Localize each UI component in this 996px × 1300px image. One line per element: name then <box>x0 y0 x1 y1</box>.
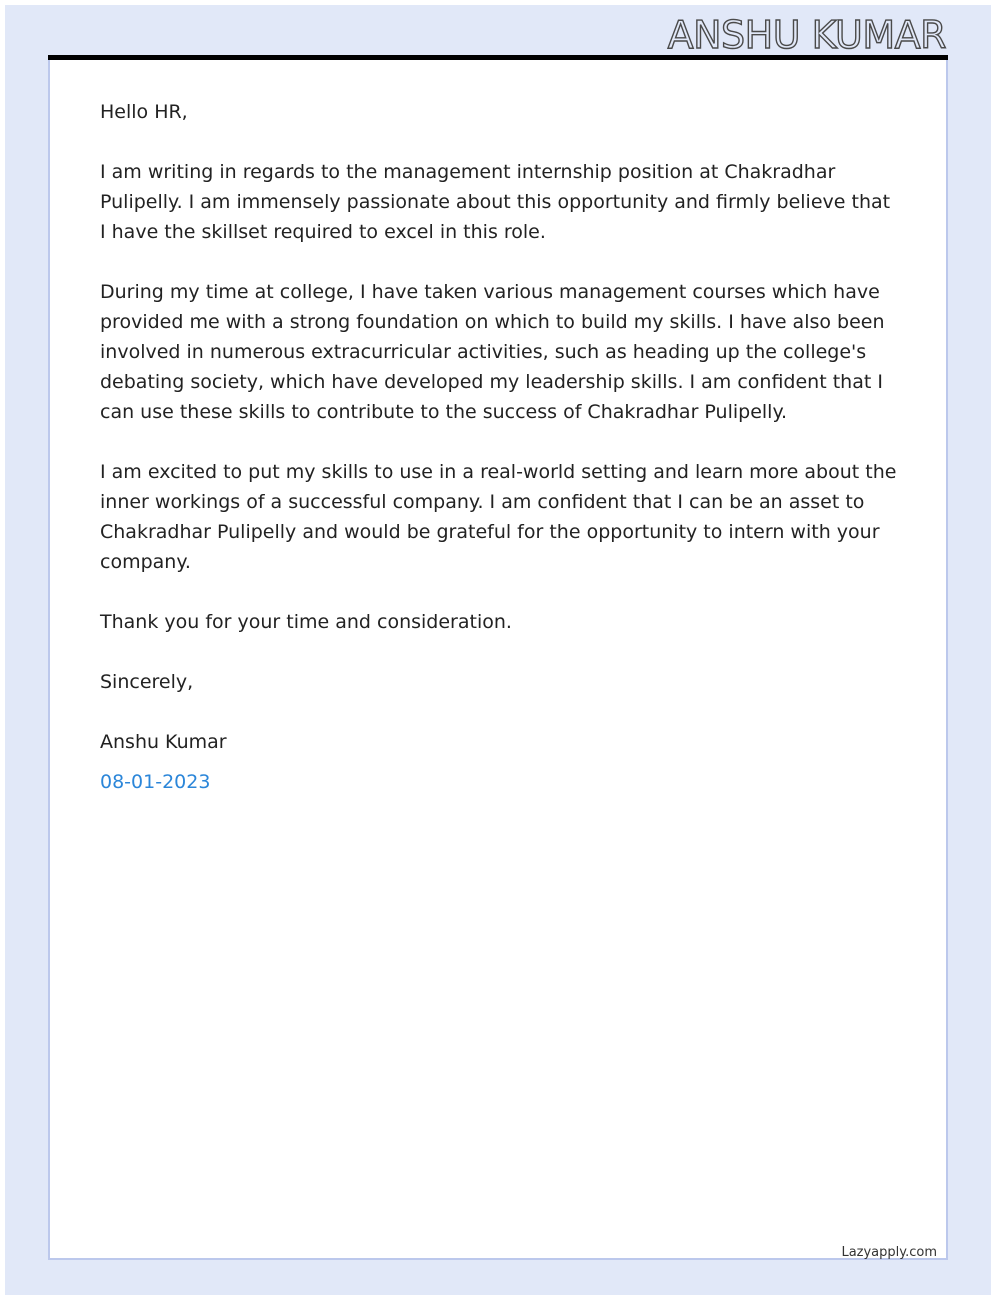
footer-brand: Lazyapply.com <box>841 1245 937 1260</box>
paragraph-motivation: I am excited to put my skills to use in a real-world setting and learn more about the inner workings of a successful company. I am confident that I can be an asset to Chakradhar Pulipelly and would be grateful for the opportunity to intern with your company. <box>100 461 897 573</box>
salutation: Hello HR, <box>100 101 188 123</box>
signature: Anshu Kumar <box>100 731 227 753</box>
letter-date: 08-01-2023 <box>100 771 211 793</box>
letter-body <box>100 97 900 827</box>
paragraph-experience: During my time at college, I have taken various management courses which have provided me with a strong foundation on which to build my skills. I have also been involved in numerous extracurricular activities, such as heading up the college's debating society, which have developed my leadership skills. I am confident that I can use these skills to contribute to the success of Chakradhar Pulipelly. <box>100 281 885 423</box>
applicant-name-heading: ANSHU KUMAR <box>667 13 946 57</box>
paragraph-intro: I am writing in regards to the management internship position at Chakradhar Pulipelly. I am immensely passionate about this opportunity and firmly believe that I have the skillset required to excel in this role. <box>100 161 891 243</box>
paragraph-thanks: Thank you for your time and consideration. <box>100 611 512 633</box>
closing: Sincerely, <box>100 671 194 693</box>
